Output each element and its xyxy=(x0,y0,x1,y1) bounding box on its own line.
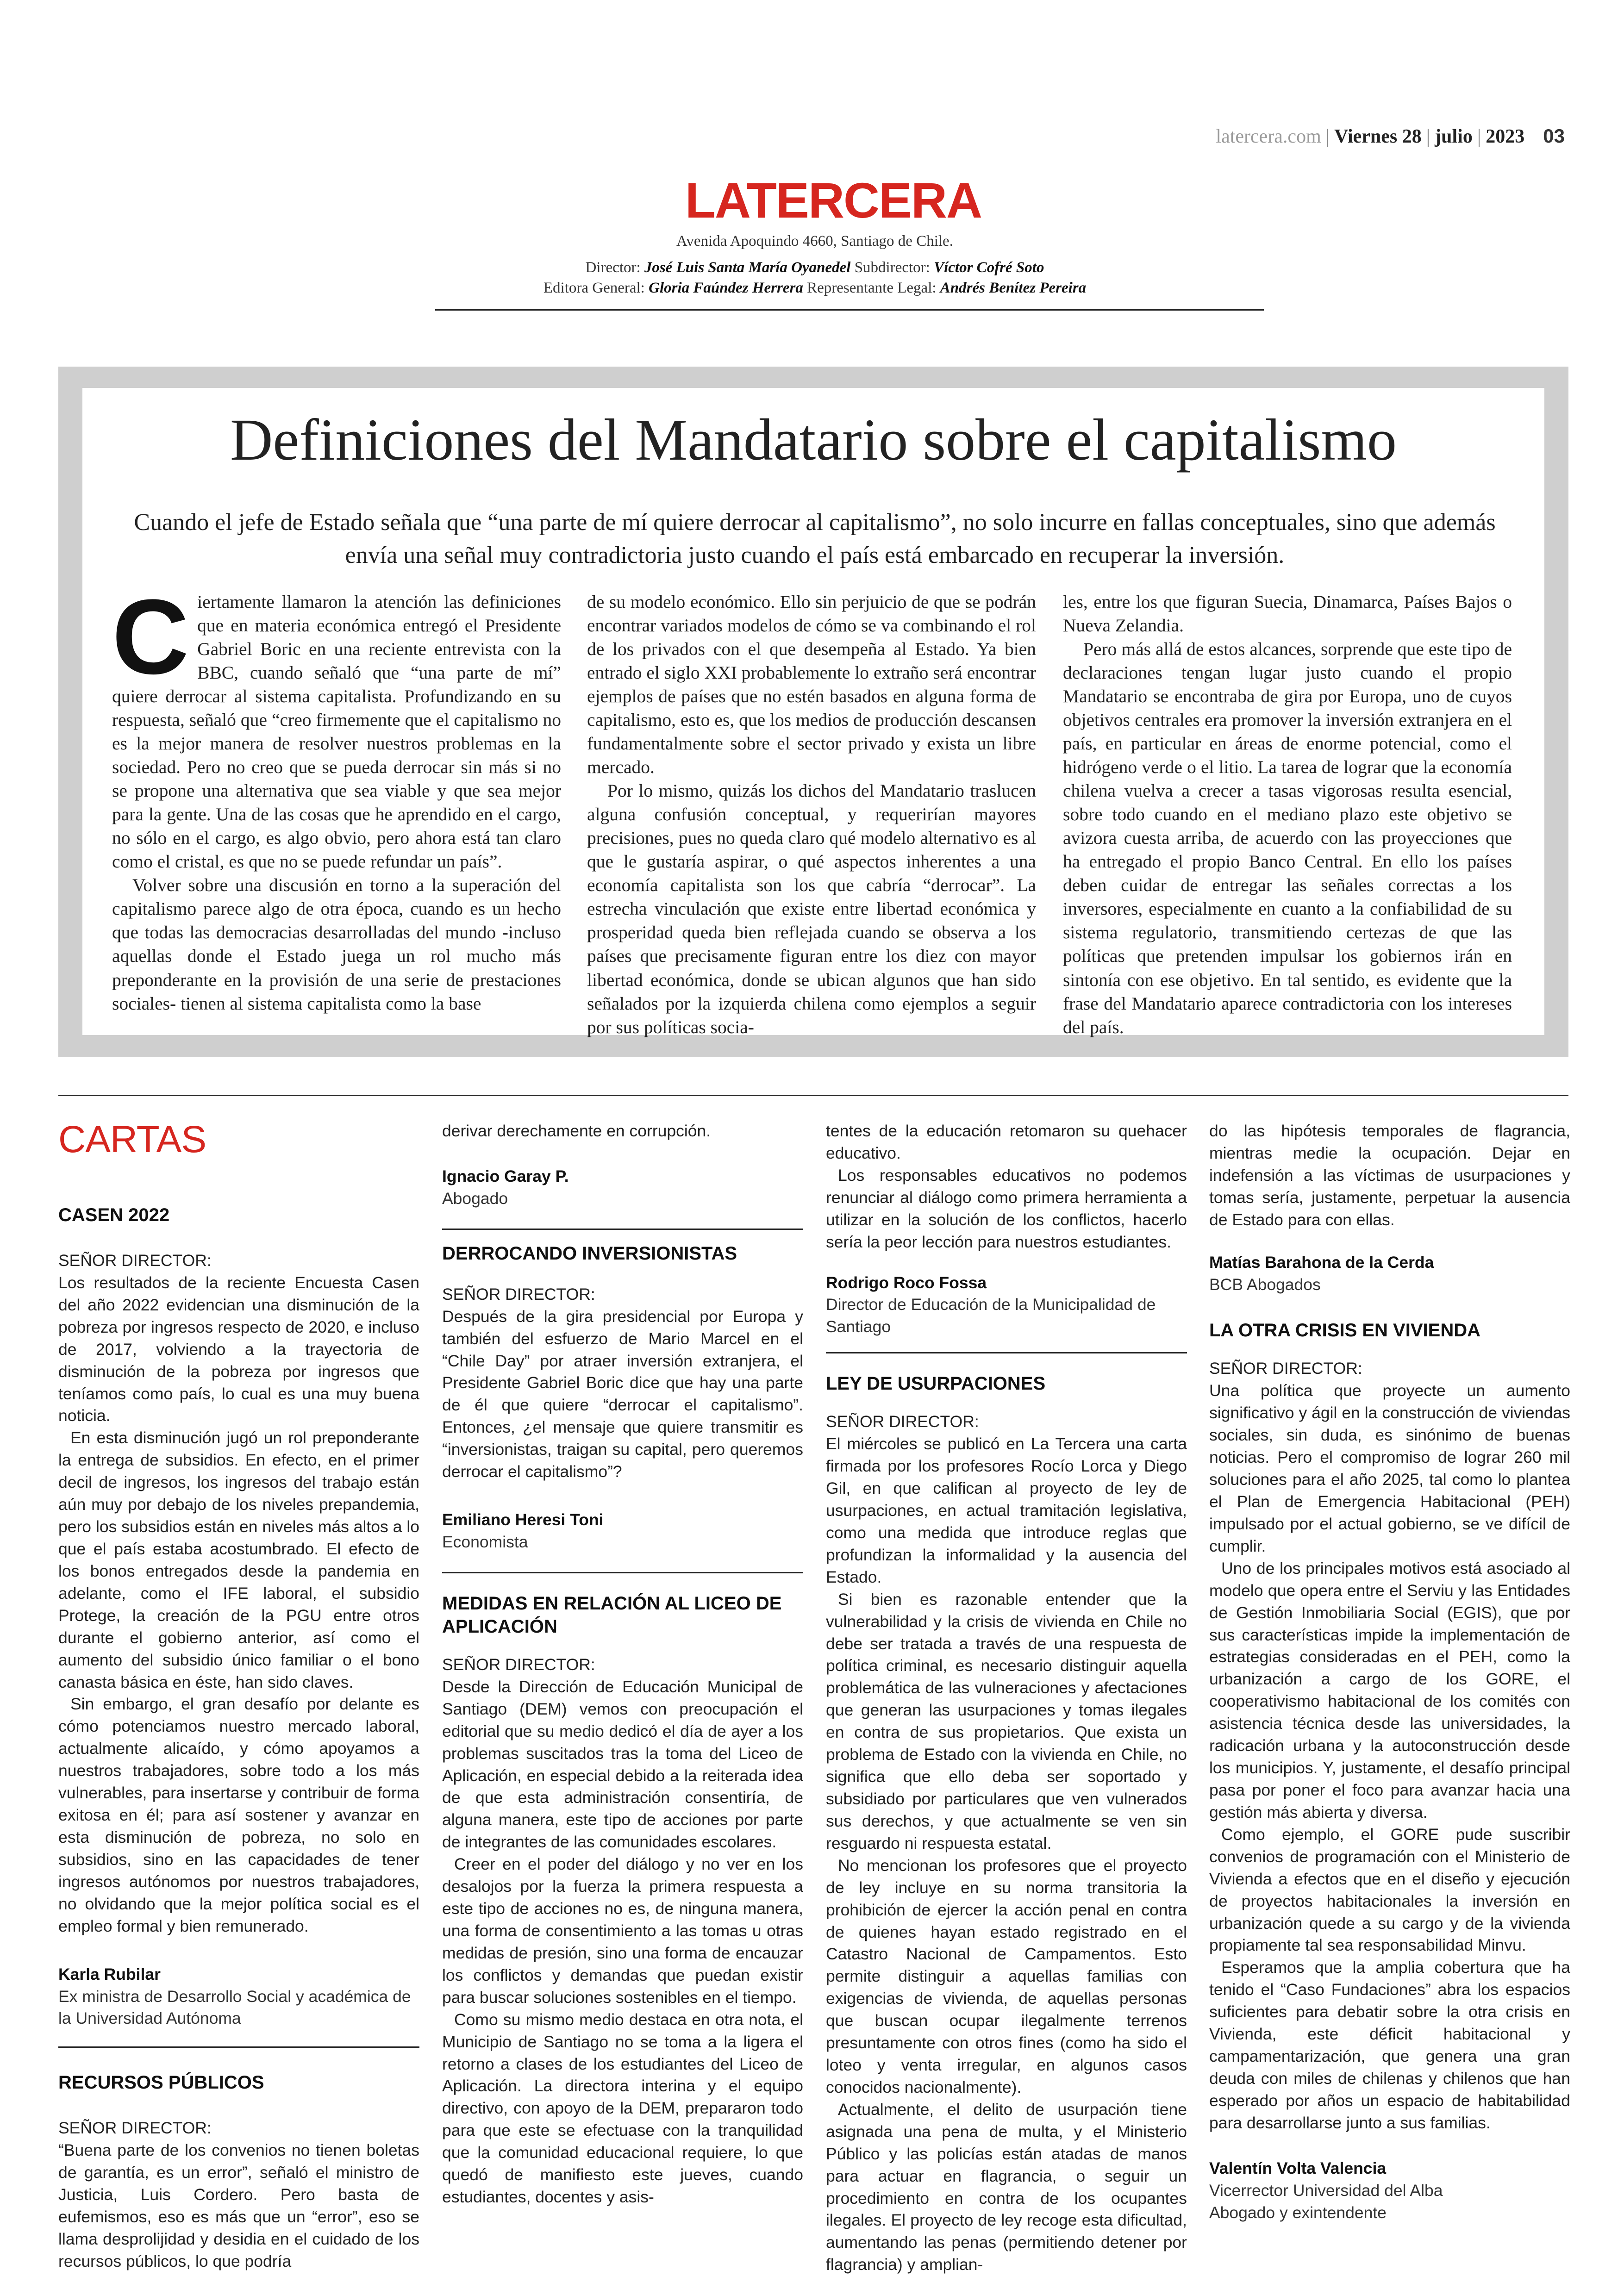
letters-column-4 xyxy=(1209,1120,1570,2224)
separator: | xyxy=(1325,126,1330,147)
letter-signature: Valentín Volta Valencia xyxy=(1209,2158,1387,2177)
masthead-directors xyxy=(444,259,1185,276)
separator: | xyxy=(1477,126,1481,147)
editor-name: Gloria Faúndez Herrera xyxy=(649,280,803,296)
page-number: 03 xyxy=(1543,125,1565,147)
editorial-paragraph: les, entre los que figuran Suecia, Dinamarca, Países Bajos o Nueva Zelandia. xyxy=(1063,592,1512,636)
letter-salutation: SEÑOR DIRECTOR: xyxy=(1209,1359,1362,1378)
editorial-paragraph xyxy=(112,577,561,873)
letter-salutation: SEÑOR DIRECTOR: xyxy=(826,1412,979,1431)
letter-signer-role: Abogado xyxy=(442,1189,508,1208)
month: julio xyxy=(1435,126,1473,147)
letter-paragraph: Como ejemplo, el GORE pude suscribir convenios de programación con el Ministerio de Vivienda a efectos que en el diseño y ejecución de proyectos habitacionales la inversión en urbanización quede a su cargo y de la vivienda propiamente tal sea responsabilidad Minvu. xyxy=(1209,1825,1570,1955)
date-line xyxy=(1216,125,1565,148)
legal-name: Andrés Benítez Pereira xyxy=(940,280,1087,296)
subdirector-label: Subdirector: xyxy=(854,259,930,276)
letter-salutation: SEÑOR DIRECTOR: xyxy=(442,1285,595,1303)
letter-title: DERROCANDO INVERSIONISTAS xyxy=(442,1243,737,1264)
letter-signer-role: Director de Educación de la Municipalidad de Santiago xyxy=(826,1295,1156,1336)
letter-paragraph: Desde la Dirección de Educación Municipal de Santiago (DEM) vemos con preocupación el editorial que su medio dedicó el día de ayer a los problemas suscitados tras la toma del Liceo de Aplicación, en especial debido a la reiterada idea de que esta administración consentiría, de alguna manera, este tipo de acciones por parte de integrantes de las comunidades escolares. xyxy=(442,1677,803,1852)
letter-paragraph: No mencionan los profesores que el proyecto de ley incluye en su norma transitoria la prohibición de ejercer la acción penal en contra de quienes hayan estado registrado en el Catastro Nacional de Campamentos. Esto permite distinguir a aquellas familias con exigencias de vivienda, de aquellas personas que buscan ocupar ilegalmente terrenos presuntamente con otros fines (como ha sido el loteo y venta irregular, en algunos casos conocidos nacionalmente). xyxy=(826,1856,1187,2096)
weekday: Viernes 28 xyxy=(1334,126,1422,147)
letter-paragraph: El miércoles se publicó en La Tercera una carta firmada por los profesores Rocío Lorca y Diego Gil, en que califican al proyecto de ley de usurpaciones, en actual tramitación legislativa, como una medida que introduce reglas que profundizan la informalidad y la ausencia del Estado. xyxy=(826,1434,1187,1586)
letters-divider xyxy=(58,1095,1568,1096)
director-name: José Luis Santa María Oyanedel xyxy=(644,259,851,276)
subdirector-name: Víctor Cofré Soto xyxy=(934,259,1044,276)
editorial-paragraph: Volver sobre una discusión en torno a la superación del capitalismo parece algo de otra época, cuando es un hecho que todas las democracias desarrolladas del mundo -incluso aquellas donde el Estado juega un rol mucho más preponderante en la provisión de una serie de prestaciones sociales- tienen al sistema capitalista como la base xyxy=(112,875,561,1014)
letter-paragraph: Una política que proyecte un aumento significativo y ágil en la construcción de viviendas sociales, sin duda, es sinónimo de buenas noticias. Pero el compromiso de lograr 260 mil soluciones para el año 2025, tal como lo plantea el Plan de Emergencia Habitacional (PEH) impulsado por el actual gobierno, se ve difícil de cumplir. xyxy=(1209,1381,1570,1555)
letter-paragraph: “Buena parte de los convenios no tienen boletas de garantía, es un error”, señaló el ministro de Justicia, Luis Cordero. Pero basta de eufemismos, eso es más que un “error”, eso se llama desprolijidad y desidia en el cuidado de los recursos públicos, lo que podría xyxy=(58,2141,419,2270)
letter-paragraph: En esta disminución jugó un rol preponderante la entrega de subsidios. En efecto, en el primer decil de ingresos, los ingresos del trabajo están aún muy por debajo de los niveles prepandemia, pero los subsidios están en niveles más altos a lo que el país estaba acostumbrado. El efecto de los bonos entregados desde la pandemia en adelante, como el IFE laboral, el subsidio Protege, la creación de la PGU entre otros durante el gobierno anterior, así como el aumento del subsidio único familiar o el bono canasta básica en éste, han sido claves. xyxy=(58,1428,419,1691)
letter-signature: Ignacio Garay P. xyxy=(442,1166,569,1185)
masthead-divider xyxy=(435,309,1264,311)
letter-paragraph: tentes de la educación retomaron su quehacer educativo. xyxy=(826,1122,1187,1162)
editorial-paragraph: Por lo mismo, quizás los dichos del Mandatario traslucen alguna confusión conceptual, y requerirían mayores precisiones, pues no queda claro qué modelo alternativo es al que le gustaría aspirar, o qué aspectos inherentes a una economía capitalista son los que cabría “derrocar”. La estrecha vinculación que existe entre libertad económica y prosperidad queda bien reflejada cuando se observa a los países que precisamente figuran entre los diez con mayor libertad económica, donde se ubican algunos que han sido señalados por la izquierda chilena como ejemplos a seguir por sus políticas socia- xyxy=(587,780,1036,1037)
letters-column-3 xyxy=(826,1120,1187,2276)
letter-signer-role: Ex ministra de Desarrollo Social y académica de la Universidad Autónoma xyxy=(58,1987,411,2028)
letter-paragraph: Sin embargo, el gran desafío por delante es cómo potenciamos nuestro mercado laboral, actualmente alicaído, y cómo apoyamos a nuestros trabajadores, sobre todo a los más vulnerables, para insertarse y contribuir de forma exitosa en él; para así sostener y avanzar en esta disminución de pobreza, no solo en subsidios, sino en las capacidades de tener ingresos autónomos por nuestros trabajadores, no olvidando que la mejor política social es el empleo formal y bien remunerado. xyxy=(58,1695,419,1935)
letter-title: LA OTRA CRISIS EN VIVIENDA xyxy=(1209,1320,1480,1341)
letter-title: MEDIDAS EN RELACIÓN AL LICEO DE APLICACIÓN xyxy=(442,1593,782,1637)
letter-paragraph: Actualmente, el delito de usurpación tiene asignada una pena de multa, y el Ministerio Público y las policías están atadas de manos para actuar en flagrancia, o seguir un procedimiento en contra de los ocupantes ilegales. El proyecto de ley recoge esta dificultad, aumentando las penas (permitiendo detener por flagrancia) y amplian- xyxy=(826,2100,1187,2274)
letter-signer-role: Abogado y exintendente xyxy=(1209,2203,1387,2222)
letter-title: CASEN 2022 xyxy=(58,1205,170,1225)
site-url[interactable]: latercera.com xyxy=(1216,126,1321,147)
masthead-address: Avenida Apoquindo 4660, Santiago de Chile. xyxy=(676,233,953,249)
editorial-column-3 xyxy=(1063,590,1512,1039)
letter-paragraph: Los responsables educativos no podemos renunciar al diálogo como primera herramienta a utilizar en la solución de los conflictos, hacerlo sería la peor lección para nuestros estudiantes. xyxy=(826,1166,1187,1251)
legal-label: Representante Legal: xyxy=(807,280,937,296)
letter-paragraph: Si bien es razonable entender que la vulnerabilidad y la crisis de vivienda en Chile no debe ser tratada a través de una respuesta de política criminal, es necesario distinguir aquella problemática de las vulneraciones y afectaciones que generan las usurpaciones y tomas ilegales en contra de sus propietarios. Que exista un problema de Estado con la vivienda en Chile, no significa que ello deba ser soportado y subsidiado por particulares que ven vulnerados sus derechos, y que actualmente se ven sin resguardo ni respuesta estatal. xyxy=(826,1590,1187,1852)
editorial-lead: Cuando el jefe de Estado señala que “una parte de mí quiere derrocar al capitalismo”, no solo incurre en fallas conceptuales, sino que además envía una señal muy contradictoria justo cuando el país está embarcado en recuperar la inversión. xyxy=(134,509,1496,568)
letter-paragraph: do las hipótesis temporales de flagrancia, mientras medie la ocupación. Dejar en indefensión a las víctimas de usurpaciones y tomas sería, justamente, perpetuar la ausencia de Estado para con ellas. xyxy=(1209,1122,1570,1229)
letter-signer-role: BCB Abogados xyxy=(1209,1275,1321,1294)
letter-paragraph: Como su mismo medio destaca en otra nota, el Municipio de Santiago no se toma a la ligera el retorno a clases de los estudiantes del Liceo de Aplicación. La directora interina y el equipo directivo, con apoyo de la DEM, prepararon todo para que este se efectuase con la tranquilidad que la comunidad educacional requiere, lo que quedó de manifiesto este jueves, cuando estudiantes, docentes y asis- xyxy=(442,2010,803,2207)
editorial-paragraph: Pero más allá de estos alcances, sorprende que este tipo de declaraciones tengan lugar justo cuando el propio Mandatario se encontraba de gira por Europa, uno de cuyos objetivos centrales era promover la inversión extranjera en el país, en particular en áreas de enorme potencial, como el hidrógeno verde o el litio. La tarea de lograr que la economía chilena vuelva a crecer a tasas vigorosas resulta esencial, sobre todo cuando en el mediano plazo este objetivo se avizora cuesta arriba, de acuerdo con las proyecciones que ha entregado el propio Banco Central. En ello los países deben cuidar de entregar las señales correctas a los inversores, especialmente en cuanto a la confiabilidad de su sistema regulatorio, transmitiendo certezas de que las políticas que pretenden impulsar los gobiernos irán en sintonía con ese objetivo. En tal sentido, es evidente que la frase del Mandatario aparece contradictoria con los intereses del país. xyxy=(1063,639,1512,1037)
letter-signature: Emiliano Heresi Toni xyxy=(442,1510,604,1529)
separator: | xyxy=(1426,126,1430,147)
letter-paragraph: derivar derechamente en corrupción. xyxy=(442,1122,711,1140)
year: 2023 xyxy=(1486,126,1525,147)
editorial-column-1 xyxy=(112,577,561,1016)
letter-paragraph: Creer en el poder del diálogo y no ver en los desalojos por la fuerza la primera respuesta a este tipo de acciones no es, de ninguna manera, una forma de consentimiento a las tomas u otras medidas de presión, sino una forma de encauzar los conflictos y demandas que puedan existir para buscar soluciones sostenibles en el tiempo. xyxy=(442,1855,803,2007)
letter-signature: Matías Barahona de la Cerda xyxy=(1209,1253,1434,1272)
letters-section-title: CARTAS xyxy=(58,1118,206,1160)
letter-signature: Karla Rubilar xyxy=(58,1964,161,1983)
letters-column-2 xyxy=(442,1120,803,2208)
letter-paragraph: Uno de los principales motivos está asociado al modelo que opera entre el Serviu y las Entidades de Gestión Inmobiliaria Social (EGIS), que por sus características impide la implementación de estrategias consideradas en el PEH, como la urbanización a cargo de los GORE, el cooperativismo habitacional de los comités con asistencia técnica desde las universidades, la radicación urbana y la autoconstrucción desde los municipios. Y, justamente, el desafío principal pasa por poner el foco para avanzar hacia una gestión más abierta y diversa. xyxy=(1209,1559,1570,1821)
letter-paragraph: Esperamos que la amplia cobertura que ha tenido el “Caso Fundaciones” abra los espacios suficientes para debatir sobre la otra crisis en Vivienda, este déficit habitacional y campamentarización, que genera una gran deuda con miles de chilenas y chilenos que han esperado por años un espacio de habitabilidad para desarrollarse junto a sus familias. xyxy=(1209,1958,1570,2132)
editor-label: Editora General: xyxy=(543,280,645,296)
newspaper-logo: LATERCERA xyxy=(685,172,981,228)
editorial-text: iertamente llamaron la atención las definiciones que en materia económica entregó el Presidente Gabriel Boric en una reciente entrevista con la BBC, cuando señaló que “una parte de mí” quiere derrocar al sistema capitalista. Profundizando en su respuesta, señaló que “creo firmemente que el capitalismo no es la mejor manera de resolver nuestros problemas en la sociedad. Pero no creo que se pueda derrocar sin más si no se propone una alternativa que sea viable y que sea mejor para la gente. Una de las cosas que he aprendido en el cargo, no sólo en el cargo, es algo obvio, pero ahora está tan claro como el cristal, es que no se puede refundar un país”. xyxy=(112,592,561,872)
editorial-column-2 xyxy=(587,590,1036,1039)
editorial-paragraph: de su modelo económico. Ello sin perjuicio de que se podrán encontrar variados modelos de cómo se va combinando el rol de los privados con el que desempeña al Estado. Ya bien entrado el siglo XXI probablemente lo extraño será encontrar ejemplos de países que no estén basados en alguna forma de capitalismo, esto es, que los medios de producción descansen fundamentalmente sobre el sector privado y exista un libre mercado. xyxy=(587,592,1036,778)
letter-title: LEY DE USURPACIONES xyxy=(826,1373,1046,1394)
letter-title: RECURSOS PÚBLICOS xyxy=(58,2072,264,2093)
letter-salutation: SEÑOR DIRECTOR: xyxy=(442,1655,595,1674)
letter-signer-role: Vicerrector Universidad del Alba xyxy=(1209,2181,1443,2200)
director-label: Director: xyxy=(585,259,641,276)
editorial-title: Definiciones del Mandatario sobre el capitalismo xyxy=(230,407,1397,473)
masthead-editors xyxy=(444,280,1185,297)
letter-salutation: SEÑOR DIRECTOR: xyxy=(58,2119,212,2138)
letter-signature: Rodrigo Roco Fossa xyxy=(826,1273,987,1292)
letter-signer-role: Economista xyxy=(442,1532,528,1551)
drop-cap: C xyxy=(112,577,189,696)
letter-paragraph: Los resultados de la reciente Encuesta Casen del año 2022 evidencian una disminución de la pobreza por ingresos respecto de 2020, e incluso de 2017, volviendo a la trayectoria de disminución de la pobreza por ingresos que teníamos como país, lo cual es una muy buena noticia. xyxy=(58,1273,419,1425)
letter-paragraph: Después de la gira presidencial por Europa y también del esfuerzo de Mario Marcel en el “Chile Day” por atraer inversión extranjera, el Presidente Gabriel Boric dice que hay una parte de él que quiere “derrocar el capitalismo”. Entonces, ¿el mensaje que quiere transmitir es “inversionistas, traigan su capital, pero queremos derrocar el capitalismo”? xyxy=(442,1307,803,1481)
letter-salutation: SEÑOR DIRECTOR: xyxy=(58,1251,212,1270)
letters-column-1 xyxy=(58,1204,419,2273)
